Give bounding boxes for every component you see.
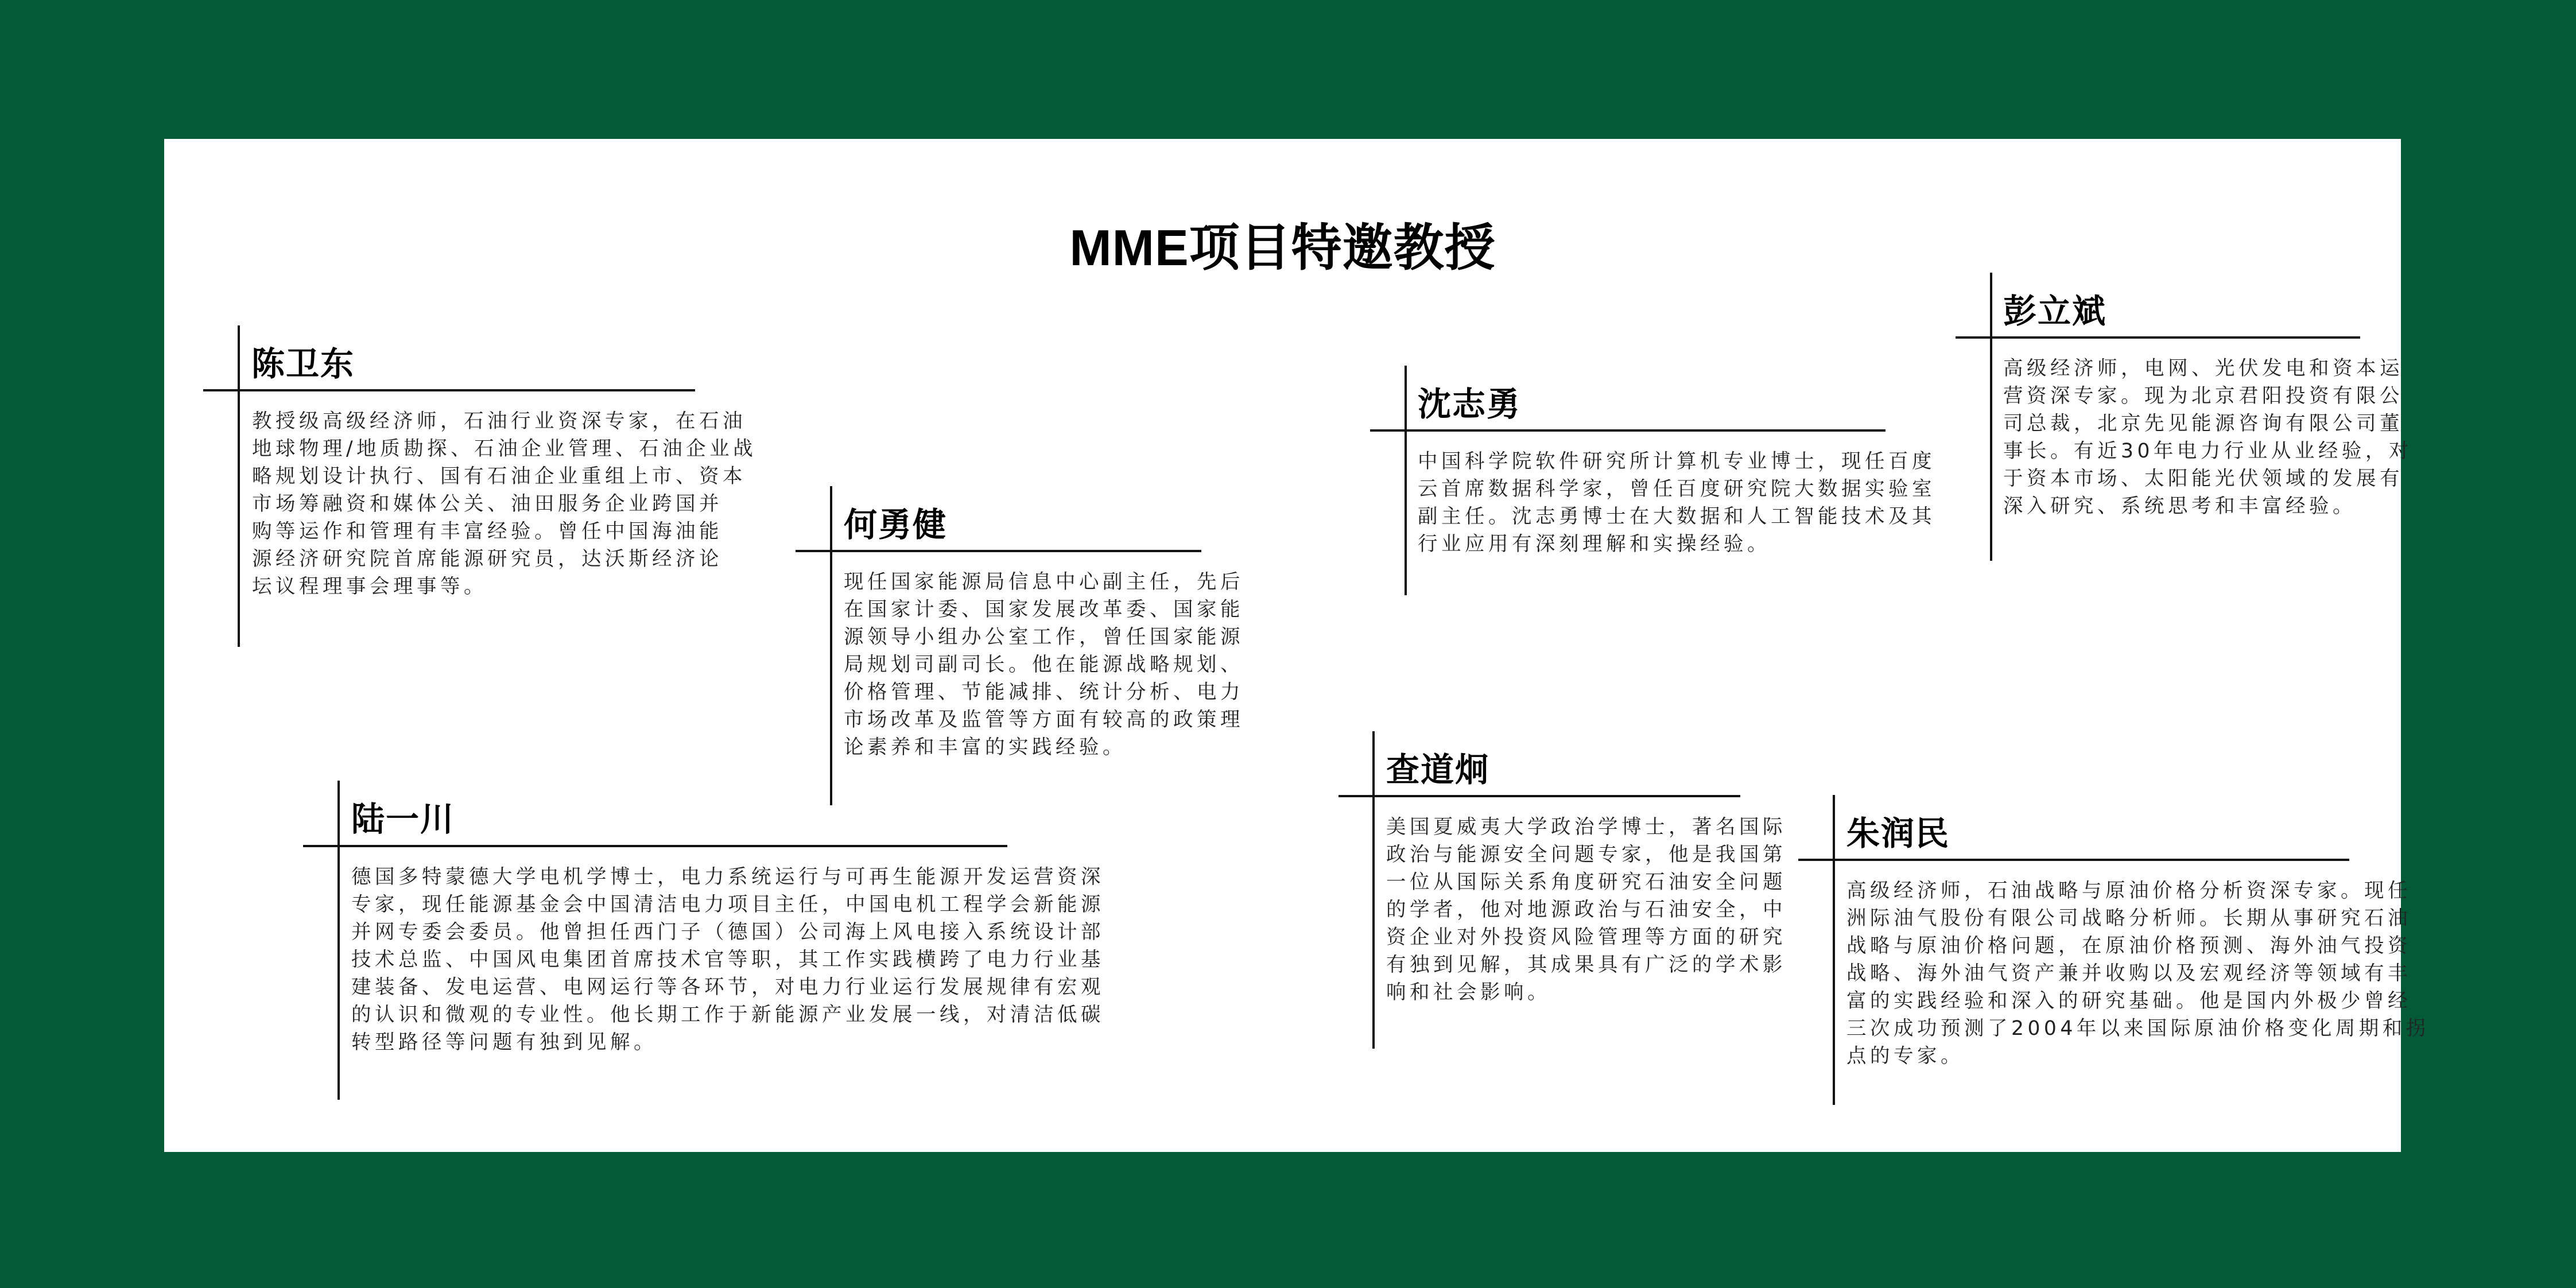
card-vertical-rule (337, 781, 340, 1100)
card-vertical-rule (1372, 731, 1375, 1049)
bio-line: 市场改革及监管等方面有较高的政策理 (844, 708, 1244, 731)
card-vertical-rule (238, 325, 240, 647)
card-vertical-rule (1990, 273, 1992, 561)
bio-line: 深入研究、系统思考和丰富经验。 (2003, 495, 2356, 518)
professor-bio (1418, 448, 1935, 558)
professor-name: 查道炯 (1386, 750, 1490, 789)
professor-name: 沈志勇 (1418, 385, 1522, 424)
card-vertical-rule (1833, 795, 1835, 1105)
bio-line: 坛议程理事会理事等。 (252, 575, 487, 598)
bio-line: 的认识和微观的专业性。他长期工作于新能源产业发展一线，对清洁低碳 (351, 1003, 1104, 1026)
bio-line: 云首席数据科学家，曾任百度研究院大数据实验室 (1418, 478, 1935, 501)
card-horizontal-rule (1956, 336, 2360, 339)
professor-bio (351, 863, 1104, 1056)
bio-line: 在国家计委、国家发展改革委、国家能 (844, 598, 1244, 621)
professor-bio (844, 568, 1244, 761)
professor-name: 陈卫东 (251, 344, 355, 383)
bio-line: 地球物理/地质勘探、石油企业管理、石油企业战 (252, 437, 757, 460)
bio-line: 富的实践经验和深入的研究基础。他是国内外极少曾经 (1846, 990, 2411, 1012)
content-panel (164, 139, 2430, 1152)
professor-bio (1846, 877, 2430, 1070)
bio-line: 于资本市场、太阳能光伏领域的发展有 (2003, 467, 2403, 490)
bio-line: 美国夏威夷大学政治学博士，著名国际 (1386, 816, 1786, 839)
bio-line: 转型路径等问题有独到见解。 (351, 1031, 657, 1054)
bio-line: 的学者，他对地源政治与石油安全，中 (1386, 898, 1786, 921)
bio-line: 局规划司副司长。他在能源战略规划、 (844, 653, 1244, 676)
bio-line: 建装备、发电运营、电网运行等各环节，对电力行业运行发展规律有宏观 (351, 976, 1104, 999)
professor-bio (1386, 813, 1786, 1006)
bio-line: 一位从国际关系角度研究石油安全问题 (1386, 871, 1786, 894)
professor-name: 朱润民 (1846, 814, 1950, 853)
bio-line: 高级经济师，石油战略与原油价格分析资深专家。现任 (1846, 879, 2411, 902)
bio-line: 略规划设计执行、国有石油企业重组上市、资本 (252, 465, 746, 488)
card-horizontal-rule (1798, 859, 2349, 861)
bio-line: 市场筹融资和媒体公关、油田服务企业跨国并 (252, 492, 723, 515)
bio-line: 点的专家。 (1846, 1045, 1964, 1068)
card-horizontal-rule (303, 845, 1007, 847)
bio-line: 专家，现任能源基金会中国清洁电力项目主任，中国电机工程学会新能源 (351, 893, 1104, 916)
professor-bio (2003, 355, 2412, 520)
card-vertical-rule (1405, 366, 1407, 595)
bio-line: 中国科学院软件研究所计算机专业博士，现任百度 (1418, 450, 1935, 473)
card-horizontal-rule (203, 389, 695, 391)
bio-line: 洲际油气股份有限公司战略分析师。长期从事研究石油 (1846, 907, 2411, 930)
bio-line: 教授级高级经济师，石油行业资深专家，在石油 (252, 410, 746, 433)
professor-bio (252, 408, 756, 600)
bio-line: 政治与能源安全问题专家，他是我国第 (1386, 843, 1786, 866)
bio-line: 购等运作和管理有丰富经验。曾任中国海油能 (252, 520, 723, 543)
card-horizontal-rule (1339, 795, 1740, 797)
bio-line: 源经济研究院首席能源研究员，达沃斯经济论 (252, 548, 723, 571)
bio-line: 三次成功预测了2004年以来国际原油价格变化周期和拐 (1846, 1017, 2430, 1040)
bio-line: 营资深专家。现为北京君阳投资有限公 (2003, 385, 2403, 408)
card-horizontal-rule (1370, 429, 1886, 432)
professor-name: 彭立斌 (2003, 292, 2107, 331)
bio-line: 现任国家能源局信息中心副主任，先后 (844, 571, 1244, 593)
bio-line: 有独到见解，其成果具有广泛的学术影 (1386, 953, 1786, 976)
page-title: MME项目特邀教授 (1069, 219, 1496, 276)
bio-line: 源领导小组办公室工作，曾任国家能源 (844, 626, 1244, 649)
bio-line: 战略、海外油气资产兼并收购以及宏观经济等领域有丰 (1846, 962, 2411, 985)
professor-name: 何勇健 (844, 505, 948, 544)
bio-line: 德国多特蒙德大学电机学博士，电力系统运行与可再生能源开发运营资深 (351, 866, 1104, 889)
bio-line: 行业应用有深刻理解和实操经验。 (1418, 533, 1771, 556)
professor-name: 陆一川 (351, 800, 455, 839)
bio-line: 响和社会影响。 (1386, 981, 1551, 1004)
bio-line: 技术总监、中国风电集团首席技术官等职，其工作实践横跨了电力行业基 (351, 948, 1104, 971)
bio-line: 副主任。沈志勇博士在大数据和人工智能技术及其 (1418, 505, 1935, 528)
bio-line: 并网专委会委员。他曾担任西门子（德国）公司海上风电接入系统设计部 (351, 921, 1104, 944)
bio-line: 高级经济师，电网、光伏发电和资本运 (2003, 357, 2403, 380)
bio-line: 论素养和丰富的实践经验。 (844, 736, 1126, 759)
bio-line: 司总裁，北京先见能源咨询有限公司董 (2003, 412, 2403, 435)
bio-line: 战略与原油价格问题，在原油价格预测、海外油气投资 (1846, 934, 2411, 957)
card-vertical-rule (830, 486, 832, 805)
bio-line: 价格管理、节能减排、统计分析、电力 (844, 681, 1244, 704)
card-horizontal-rule (796, 550, 1201, 552)
bio-line: 事长。有近30年电力行业从业经验，对 (2003, 440, 2412, 463)
bio-line: 资企业对外投资风险管理等方面的研究 (1386, 926, 1786, 949)
